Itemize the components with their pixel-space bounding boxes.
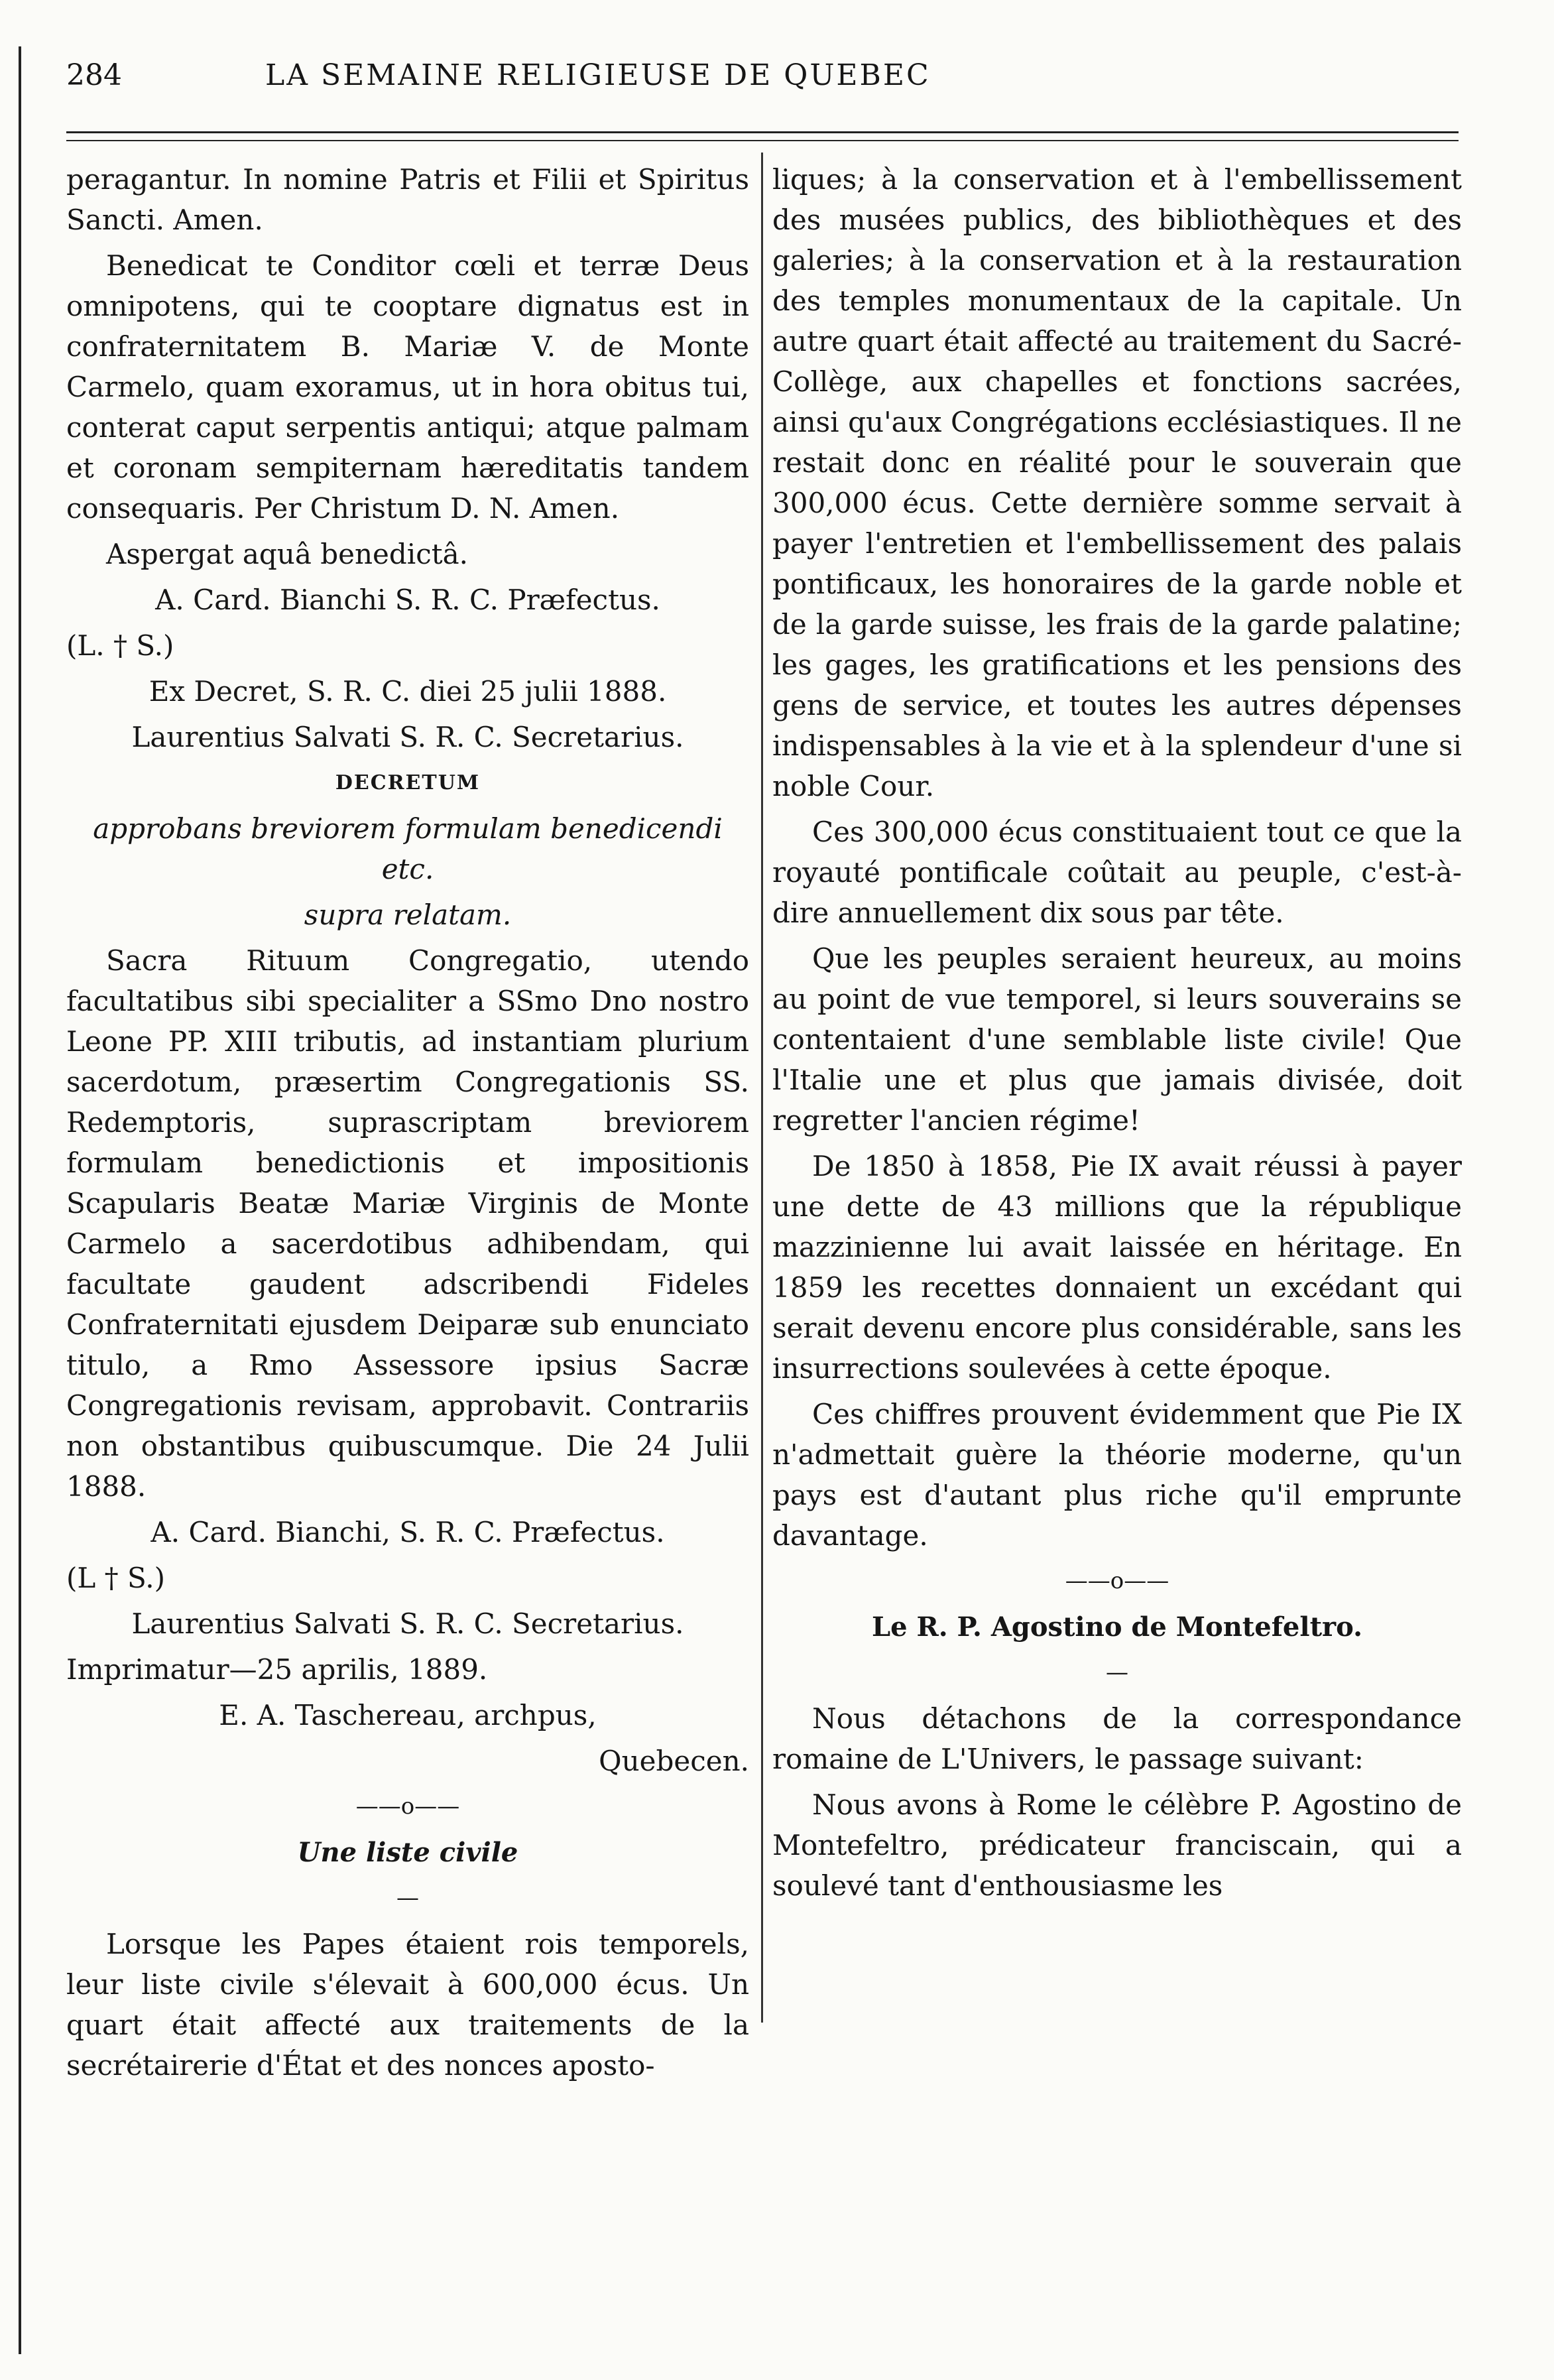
signature-place: Quebecen. (599, 1745, 749, 1777)
seal: (L † S.) (66, 1562, 165, 1594)
right-column (772, 159, 1462, 1911)
decree-line: Ex Decret, S. R. C. diei 25 julii 1888. (149, 675, 667, 708)
decretum-subtitle-2: supra relatam. (304, 899, 512, 931)
page-header (66, 58, 1478, 118)
signature-secretary: Laurentius Salvati S. R. C. Secretarius. (131, 721, 684, 753)
paragraph: Lorsque les Papes étaient rois temporels, leur liste civile s'élevait à 600,000 écus. Un quart était affecté aux traitements de la secrétairerie d'État et des nonces aposto- (66, 1928, 749, 2082)
paragraph: Benedicat te Conditor cœli et terræ Deus omnipotens, qui te cooptare dignatus est in confraternitatem B. Mariæ V. de Monte Carmelo, quam exoramus, ut in hora obitus tui, conterat caput serpentis antiqui; atque palmam et coronam sempiternam hæreditatis tandem consequaris. Per Christum D. N. Amen. (66, 249, 749, 525)
paragraph: Nous avons à Rome le célèbre P. Agostino de Montefeltro, prédicateur franciscain, qui a soulevé tant d'enthousiasme les (772, 1788, 1462, 1902)
paragraph: Ces chiffres prouvent évidemment que Pie IX n'admettait guère la théorie moderne, qu'un pays est d'autant plus riche qu'il emprunte davantage. (772, 1398, 1462, 1552)
paragraph: Ces 300,000 écus constituaient tout ce que la royauté pontificale coûtait au peuple, c'est-à-dire annuellement dix sous par tête. (772, 816, 1462, 929)
paragraph: Sacra Rituum Congregatio, utendo facultatibus sibi specialiter a SSmo Dno nostro Leone PP. XIII tributis, ad instantiam plurium sacerdotum, præsertim Congregationis SS. Redemptoris, suprascriptam breviorem formulam benedictionis et impositionis Scapularis Beatæ Mariæ Virginis de Monte Carmelo a sacerdotibus adhibendam, qui facultate gaudent adscribendi Fideles Confraternitati ejusdem Deiparæ sub enunciato titulo, a Rmo Assessore ipsius Sacræ Congregationis revisam, approbavit. Contrariis non obstantibus quibuscumque. Die 24 Julii 1888. (66, 944, 749, 1503)
header-rule (66, 131, 1459, 141)
paragraph: Aspergat aquâ benedictâ. (106, 538, 468, 570)
seal: (L. † S.) (66, 629, 174, 662)
title-dash: — (1106, 1659, 1128, 1686)
signature-secretary: Laurentius Salvati S. R. C. Secretarius. (131, 1607, 684, 1640)
title-dash: — (396, 1885, 419, 1911)
page-edge-rule (19, 46, 21, 2354)
signature-prefect: A. Card. Bianchi S. R. C. Præfectus. (155, 584, 660, 616)
paragraph: De 1850 à 1858, Pie IX avait réussi à payer une dette de 43 millions que la république mazzinienne lui avait laissée en héritage. En 1859 les recettes donnaient un excédant qui serait devenu encore plus considérable, sans les insurrections soulevées à cette époque. (772, 1150, 1462, 1385)
section-separator: ——o—— (1065, 1568, 1169, 1594)
running-title: LA SEMAINE RELIGIEUSE DE QUEBEC (265, 58, 931, 92)
decretum-title: DECRETUM (335, 771, 481, 794)
page-number: 284 (66, 58, 122, 92)
left-column (66, 159, 749, 2091)
signature-archbishop: E. A. Taschereau, archpus, (219, 1699, 597, 1731)
column-divider (761, 153, 763, 2023)
paragraph: liques; à la conservation et à l'embellissement des musées publics, des bibliothèques et des galeries; à la conservation et à la restauration des temples monumentaux de la capitale. Un autre quart était affecté au traitement du Sacré-Collège, aux chapelles et fonctions sacrées, ainsi qu'aux Congrégations ecclésiastiques. Il ne restait donc en réalité pour le souverain que 300,000 écus. Cette dernière somme servait à payer l'entretien et l'embellissement des palais pontificaux, les honoraires de la garde noble et de la garde suisse, les frais de la garde palatine; les gages, les gratifications et les pensions des gens de service, et toutes les autres dépenses indispensables à la vie et à la splendeur d'une si noble Cour. (772, 163, 1462, 802)
paragraph: Nous détachons de la correspondance romaine de L'Univers, le passage suivant: (772, 1702, 1462, 1775)
section-separator: ——o—— (355, 1793, 460, 1820)
article-title: Le R. P. Agostino de Montefeltro. (871, 1611, 1363, 1643)
signature-prefect: A. Card. Bianchi, S. R. C. Præfectus. (150, 1516, 665, 1548)
paragraph: peragantur. In nomine Patris et Filii et Spiritus Sancti. Amen. (66, 163, 749, 236)
decretum-subtitle: approbans breviorem formulam benedicendi etc. (93, 812, 723, 885)
article-title: Une liste civile (297, 1837, 518, 1868)
imprimatur: Imprimatur—25 aprilis, 1889. (66, 1653, 488, 1686)
paragraph: Que les peuples seraient heureux, au moins au point de vue temporel, si leurs souverains se contentaient d'une semblable liste civile! Que l'Italie une et plus que jamais divisée, doit regretter l'ancien régime! (772, 942, 1462, 1137)
